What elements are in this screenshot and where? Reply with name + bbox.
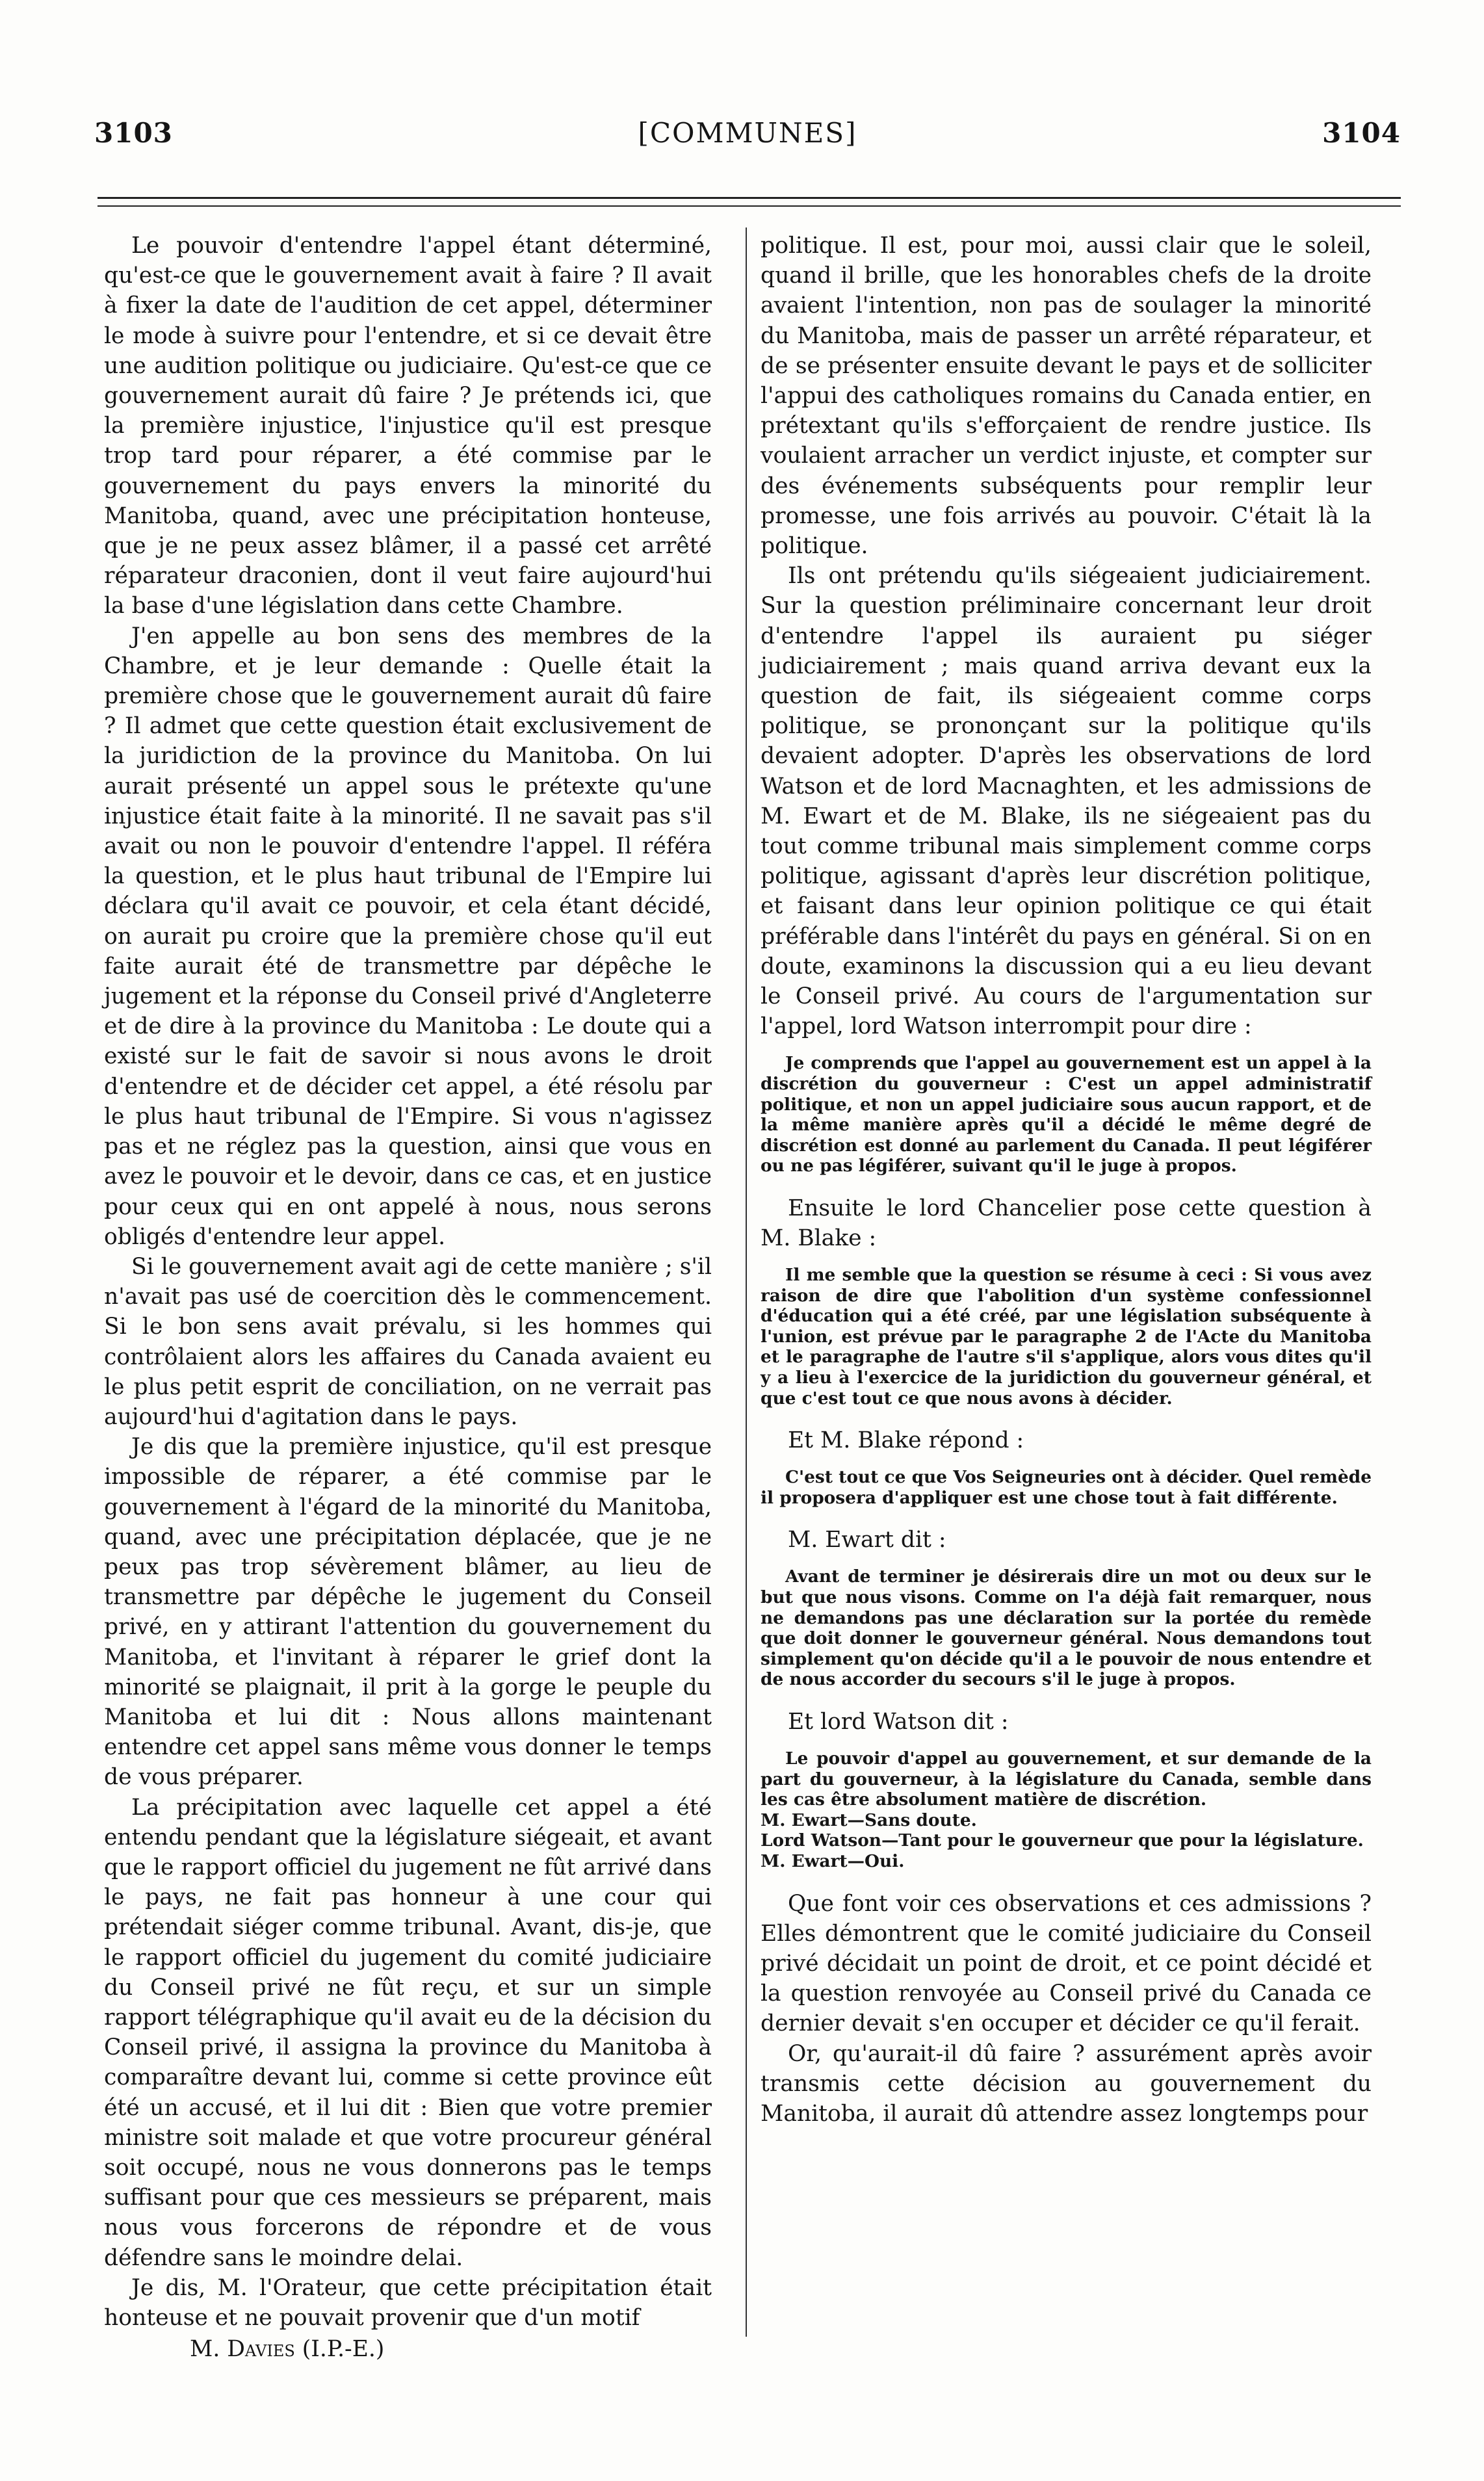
left-paragraph: Je dis que la première injustice, qu'il est presque impossible de réparer, a été commise par le gouvernement à l'égard de la minorité du Manitoba, quand, avec une précipitation déplacée, que je ne peux pas trop sévèrement blâmer, au lieu de transmettre par dépêche le jugement du Conseil privé, en y attirant l'attention du gouvernement du Manitoba, et l'invitant à réparer le grief dont la minorité se plaignait, il prit à la gorge le peuple du Manitoba et lui dit : Nous allons maintenant entendre cet appel sans même vous donner le temps de vous préparer.	[104, 1434, 712, 1791]
quotation-exchange-line: M. Ewart—Sans doute.	[761, 1810, 977, 1830]
quotation-exchange-line: M. Ewart—Oui.	[761, 1851, 905, 1871]
right-paragraph: Or, qu'aurait-il dû faire ? assurément après avoir transmis cette décision au gouvernement du Manitoba, il aurait dû attendre assez longtemps pour	[761, 2040, 1372, 2127]
quote-intro: Et M. Blake répond :	[788, 1427, 1024, 1454]
quotation-watson-exchange: Le pouvoir d'appel au gouvernement, et sur demande de la part du gouverneur, à la législature du Canada, semble dans les cas être absolument matière de discrétion.	[761, 1748, 1372, 1810]
right-page-number: 3104	[1322, 117, 1401, 149]
left-paragraph: Si le gouvernement avait agi de cette manière ; s'il n'avait pas usé de coercition dès le commencement. Si le bon sens avait prévalu, si les hommes qui contrôlaient alors les affaires du Canada avaient eu le plus petit esprit de conciliation, on ne verrait pas aujourd'hui d'agitation dans le pays.	[104, 1253, 712, 1430]
right-paragraph: politique. Il est, pour moi, aussi clair que le soleil, quand il brille, que les honorables chefs de la droite avaient l'intention, non pas de soulager la minorité du Manitoba, mais de passer un arrêté réparateur, et de se présenter ensuite devant le pays et de solliciter l'appui des catholiques romains du Canada entier, en prétextant qu'ils s'efforçaient de rendre justice. Ils voulaient arracher un verdict injuste, et compter sur des événements subséquents pour remplir leur promesse, une fois arrivés au pouvoir. C'était là la politique.	[761, 233, 1372, 560]
speaker-signature: M. Davies (I.P.-E.)	[190, 2336, 385, 2363]
left-paragraph: Je dis, M. l'Orateur, que cette précipitation était honteuse et ne pouvait provenir que d'un motif	[104, 2274, 712, 2332]
left-paragraph: La précipitation avec laquelle cet appel a été entendu pendant que la législature siégeait, et avant que le rapport officiel du jugement ne fût arrivé dans le pays, ne fait pas honneur à une cour qui prétendait siéger comme tribunal. Avant, dis-je, que le rapport officiel du jugement du comité judiciaire du Conseil privé ne fût reçu, et sur un simple rapport télégraphique qu'il avait eu de la décision du Conseil privé, il assigna la province du Manitoba à comparaître devant lui, comme si cette province eût été un accusé, et il lui dit : Bien que votre premier ministre soit malade et que votre procureur général soit occupé, nous ne vous donnerons pas le temps suffisant pour que ces messieurs se préparent, mais nous vous forcerons de répondre et de vous défendre sans le moindre delai.	[104, 1794, 712, 2271]
left-column	[104, 231, 712, 2364]
column-divider	[746, 227, 747, 2337]
quotation-lord-watson: Je comprends que l'appel au gouvernement est un appel à la discrétion du gouverneur : C'est un appel administratif politique, et non un appel judiciaire sous aucun rapport, et de la même manière après qu'il a décidé le même degré de discrétion est donné au parlement du Canada. Il peut légiférer ou ne pas légiférer, suivant qu'il le juge à propos.	[761, 1053, 1372, 1176]
left-page-number: 3103	[94, 117, 173, 149]
header-rule-bottom	[98, 205, 1401, 207]
right-paragraph: Ils ont prétendu qu'ils siégeaient judiciairement. Sur la question préliminaire concernant leur droit d'entendre l'appel ils auraient pu siéger judiciairement ; mais quand arriva devant eux la question de fait, ils siégeaient comme corps politique, se prononçant sur la politique qu'ils devaient adopter. D'après les observations de lord Watson et de lord Macnaghten, et les admissions de M. Ewart et de M. Blake, ils ne siégeaient pas du tout comme tribunal mais simplement comme corps politique, agissant d'après leur discrétion politique, et faisant dans leur opinion politique ce qui était préférable dans l'intérêt du pays en général. Si on en doute, examinons la discussion qui a eu lieu devant le Conseil privé. Au cours de l'argumentation sur l'appel, lord Watson interrompit pour dire :	[761, 563, 1372, 1040]
header-rule-top	[98, 197, 1401, 199]
right-column	[761, 231, 1372, 2129]
running-title: [COMMUNES]	[638, 117, 857, 149]
quote-intro: Et lord Watson dit :	[788, 1708, 1009, 1735]
quotation-exchange-line: Lord Watson—Tant pour le gouverneur que pour la législature.	[761, 1830, 1364, 1851]
quotation-blake: C'est tout ce que Vos Seigneuries ont à décider. Quel remède il proposera d'appliquer est une chose tout à fait différente.	[761, 1467, 1372, 1508]
quotation-lord-chancelier: Il me semble que la question se résume à ceci : Si vous avez raison de dire que l'abolition d'un système confessionnel d'éducation qui a été créé, par une législation subséquente à l'union, est prévue par le paragraphe 2 de l'Acte du Manitoba et le paragraphe de l'autre s'il s'applique, alors vous dites qu'il y a lieu à l'exercice de la juridiction du gouverneur général, et que c'est tout ce que nous avons à décider.	[761, 1265, 1372, 1409]
quote-intro: Ensuite le lord Chancelier pose cette question à M. Blake :	[761, 1195, 1372, 1252]
quotation-ewart: Avant de terminer je désirerais dire un mot ou deux sur le but que nous visons. Comme on l'a déjà fait remarquer, nous ne demandons pas une déclaration sur la portée du remède que doit donner le gouverneur général. Nous demandons tout simplement qu'on décide qu'il a le pouvoir de nous entendre et de nous accorder du secours s'il le juge à propos.	[761, 1566, 1372, 1690]
left-paragraph: J'en appelle au bon sens des membres de la Chambre, et je leur demande : Quelle était la première chose que le gouvernement aurait dû faire ? Il admet que cette question était exclusivement de la juridiction de la province du Manitoba. On lui aurait présenté un appel sous le prétexte qu'une injustice était faite à la minorité. Il ne savait pas s'il avait ou non le pouvoir d'entendre l'appel. Il référa la question, et le plus haut tribunal de l'Empire lui déclara qu'il avait ce pouvoir, et cela étant décidé, on aurait pu croire que la première chose qu'il eut faite aurait été de transmettre par dépêche le jugement et la réponse du Conseil privé d'Angleterre et de dire à la province du Manitoba : Le doute qui a existé sur le fait de savoir si nous avons le droit d'entendre et de décider cet appel, a été résolu par le plus haut tribunal de l'Empire. Si vous n'agissez pas et ne réglez pas la question, ainsi que vous en avez le pouvoir et le devoir, dans ce cas, et en justice pour ceux qui en ont appelé à nous, nous serons obligés d'entendre leur appel.	[104, 623, 712, 1250]
left-paragraph: Le pouvoir d'entendre l'appel étant déterminé, qu'est-ce que le gouvernement avait à faire ? Il avait à fixer la date de l'audition de cet appel, déterminer le mode à suivre pour l'entendre, et si ce devait être une audition politique ou judiciaire. Qu'est-ce que ce gouvernement aurait dû faire ? Je prétends ici, que la première injustice, l'injustice qu'il est presque trop tard pour réparer, a été commise par le gouvernement du pays envers la minorité du Manitoba, quand, avec une précipitation honteuse, que je ne peux assez blâmer, il a passé cet arrêté réparateur draconien, dont il veut faire aujourd'hui la base d'une législation dans cette Chambre.	[104, 233, 712, 619]
right-paragraph: Que font voir ces observations et ces admissions ? Elles démontrent que le comité judiciaire du Conseil privé décidait un point de droit, et ce point décidé et la question renvoyée au Conseil privé du Canada ce dernier devait s'en occuper et décider ce qu'il ferait.	[761, 1890, 1372, 2037]
page-header	[94, 117, 1401, 162]
quote-intro: M. Ewart dit :	[788, 1527, 946, 1553]
